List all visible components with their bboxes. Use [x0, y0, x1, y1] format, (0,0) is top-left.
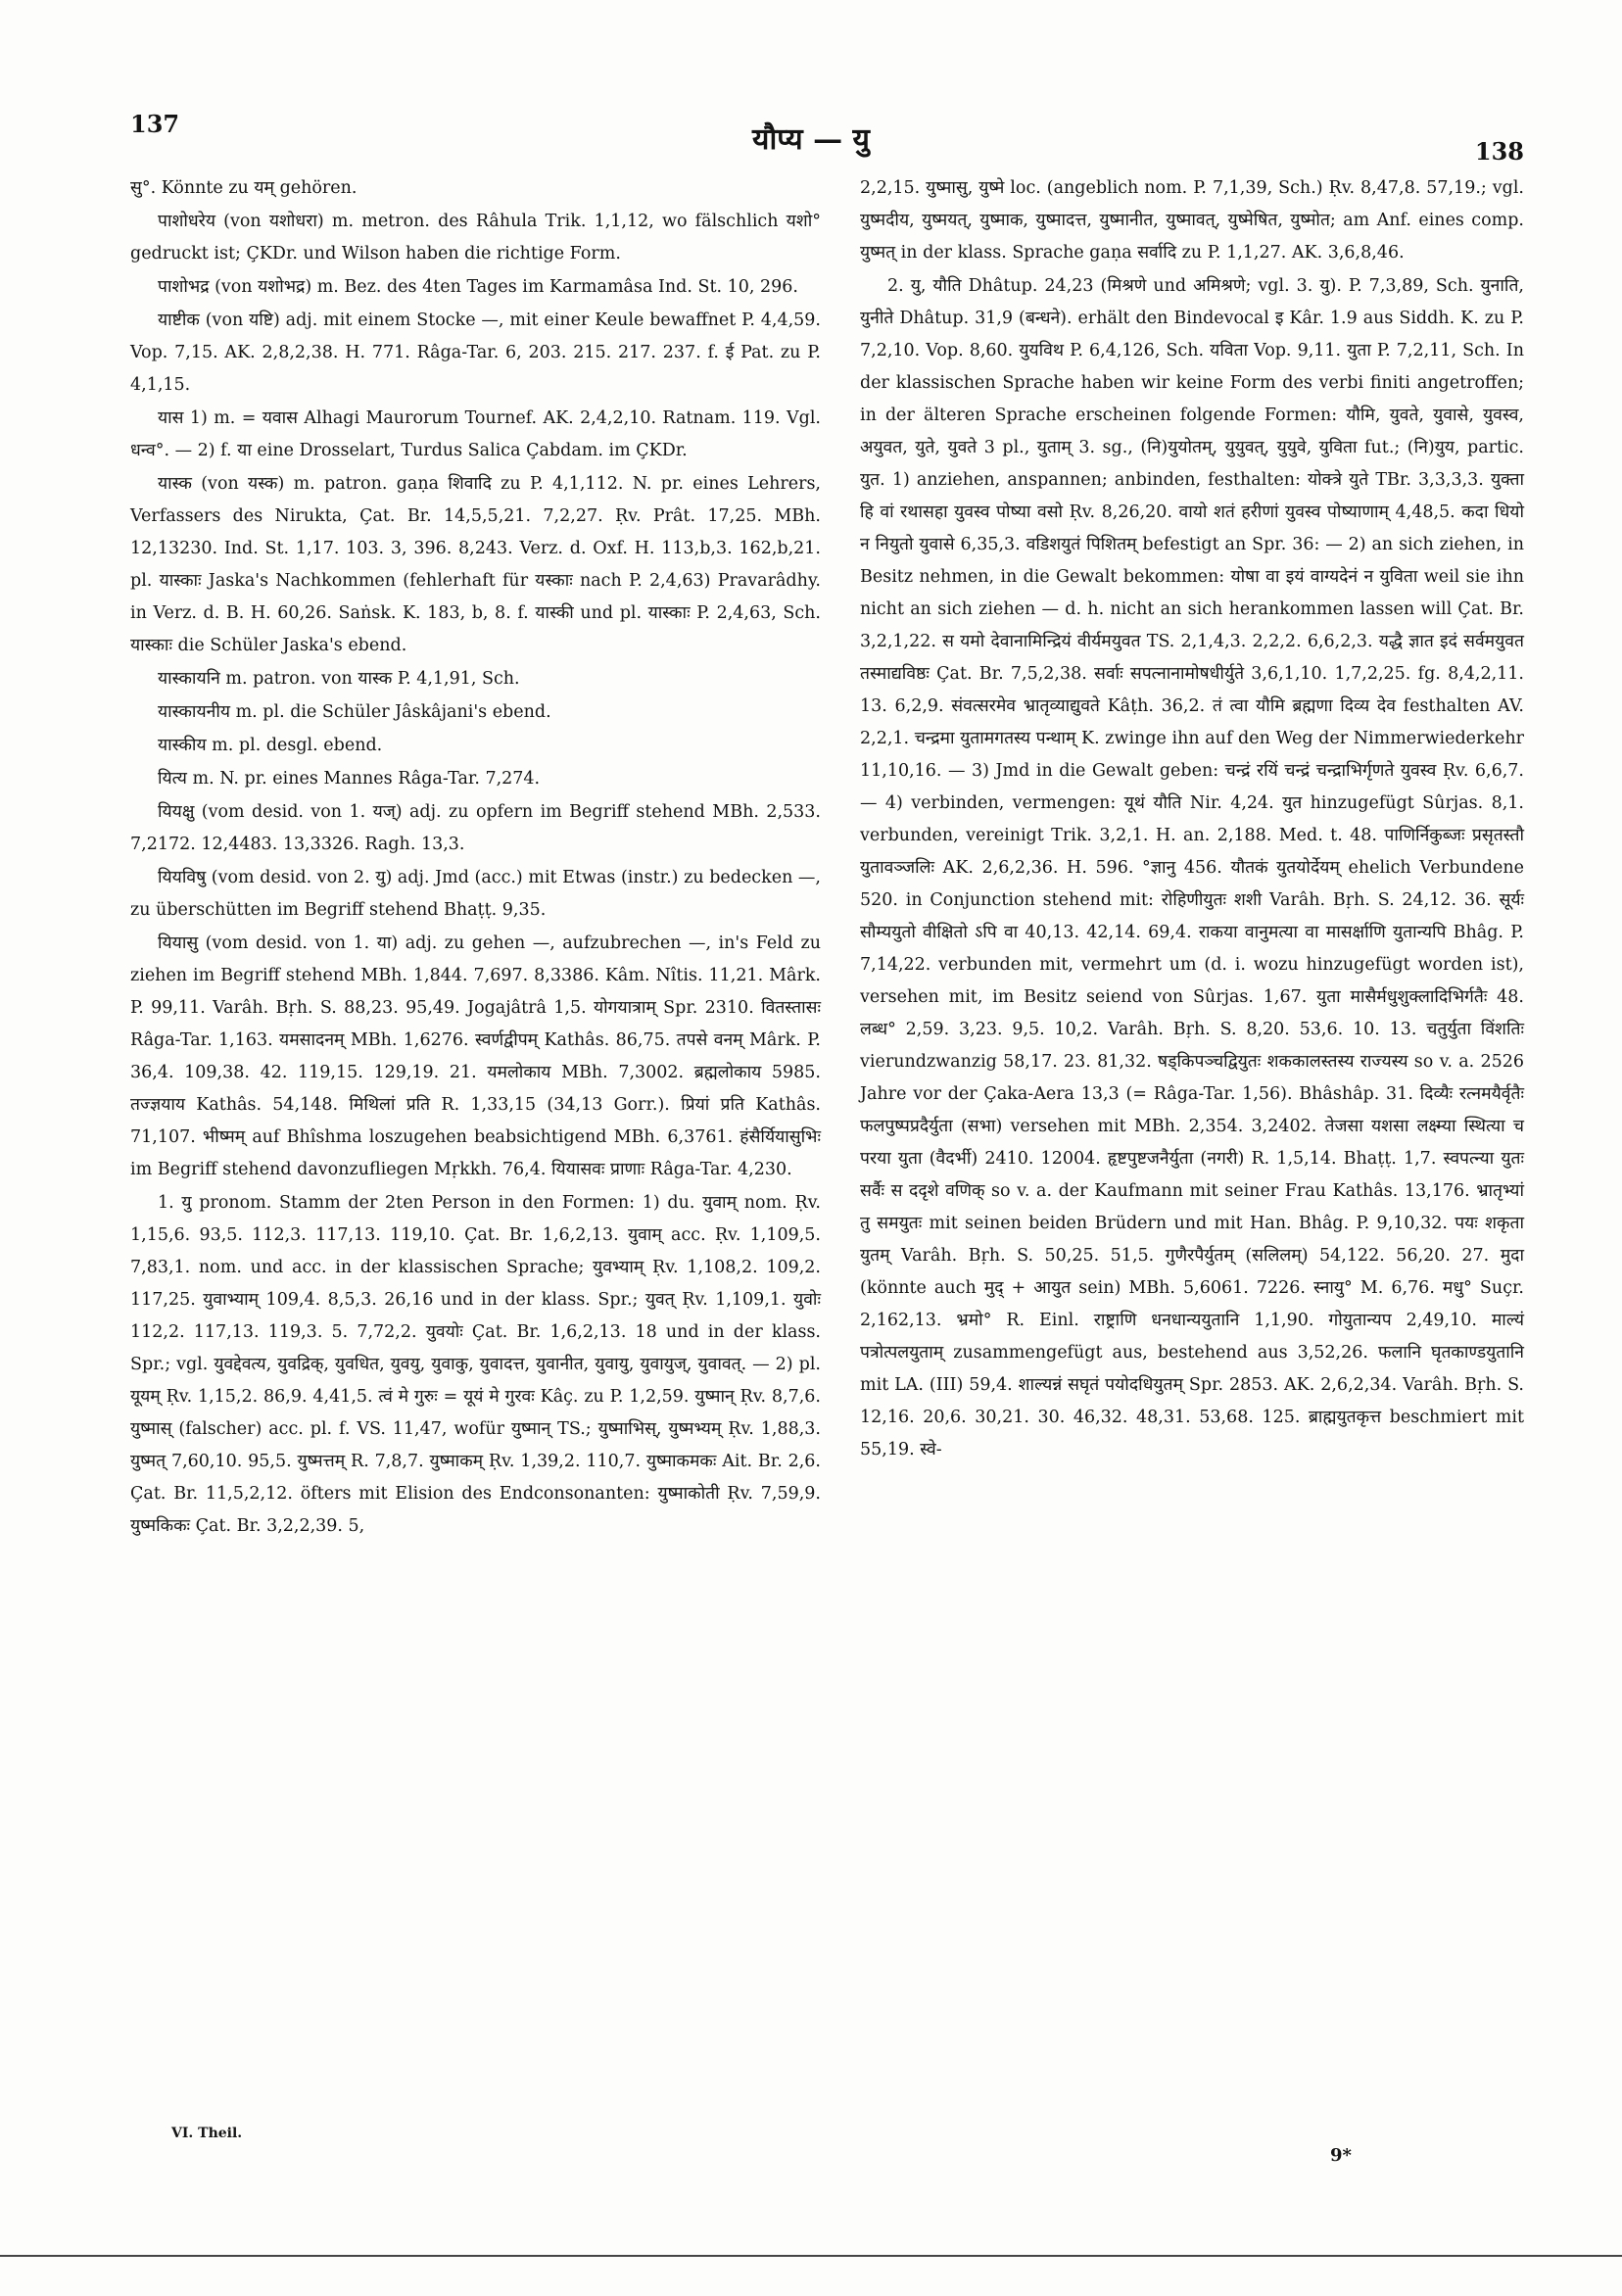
page-number-left: 137 [130, 110, 180, 138]
running-head: यौप्य — यु [752, 122, 870, 157]
entry-paragraph: यास्कीय m. pl. desgl. ebend. [158, 736, 383, 755]
entry-paragraph: 2. यु, यौति Dhâtup. 24,23 (मिश्रणे und अमिश्रणे; vgl. 3. यु). P. 7,3,89, Sch. युनाति, युनीते Dhâtup. 31,9 (बन्धने). erhält den Bindevocal इ Kâr. 1.9 aus Siddh. K. zu P. 7,2,10. Vop. 8,60. युयविथ P. 6,4,126, Sch. यविता Vop. 9,11. युता P. 7,2,11, Sch. In der klassischen Sprache haben wir keine Form des verbi finiti angetroffen; in der älteren Sprache erscheinen folgende Formen: यौमि, युवते, युवासे, युवस्व, अयुवत, युते, युवते 3 pl., युताम् 3. sg., (नि)युयोतम्, युयुवत्, युयुवे, युविता fut.; (नि)युय, partic. युत. 1) anziehen, anspannen; anbinden, festhalten: योक्त्रे युते TBr. 3,3,3,3. युक्ता हि वां रथासहा युवस्व पोष्या वसो Ṛv. 8,26,20. वायो शतं हरीणां युवस्व पोष्याणाम् 4,48,5. कदा धियो न नियुतो युवासे 6,35,3. वडिशयुतं पिशितम् befestigt an Spr. 36: — 2) an sich ziehen, in Besitz nehmen, in die Gewalt bekommen: योषा वा इयं वाग्यदेनं न युविता weil sie ihn nicht an sich ziehen — d. h. nicht an sich herankommen lassen will Çat. Br. 3,2,1,22. स यमो देवानामिन्द्रियं वीर्यमयुवत TS. 2,1,4,3. 2,2,2. 6,6,2,3. यद्धै ज्ञात इदं सर्वमयुवत तस्माद्यविष्ठः Çat. Br. 7,5,2,38. सर्वाः सपत्नानामोषधीर्युते 3,6,1,10. 1,7,2,25. fg. 8,4,2,11. 13. 6,2,9. संवत्सरमेव भ्रातृव्याद्युवते Kâṭh. 36,2. तं त्वा यौमि ब्रह्मणा दिव्य देव festhalten AV. 2,2,1. चन्द्रमा युतामगतस्य पन्थाम् K. zwinge ihn auf den Weg der Nimmerwiederkehr 11,10,16. — 3) Jmd in die Gewalt geben: चन्द्रं रयिं चन्द्रं चन्द्राभिर्गृणते युवस्व Ṛv. 6,6,7. — 4) verbinden, vermengen: यूथं यौति Nir. 4,24. युत hinzugefügt Sûrjas. 8,1. verbunden, vereinigt Trik. 3,2,1. H. an. 2,188. Med. t. 48. पाणिर्निकुब्जः प्रसृतस्तौ युतावञ्जलिः AK. 2,6,2,36. H. 596. °ज्ञानु 456. यौतकं युतयोर्देयम् ehelich Verbundene 520. in Conjunction stehend mit: रोहिणीयुतः शशी Varâh. Bṛh. S. 24,12. 36. सूर्यः सौम्ययुतो वीक्षितो ऽपि वा 40,13. 42,14. 69,4. राकया वानुमत्या वा मासर्क्षाणि युतान्यपि Bhâg. P. 7,14,22. verbunden mit, vermehrt um (d. i. wozu hinzugefügt worden ist), versehen mit, im Besitz seiend von Sûrjas. 1,67. युता मासैर्मधुशुक्लादिभिर्गतैः 48. लब्ध° 2,59. 3,23. 9,5. 10,2. Varâh. Bṛh. S. 8,20. 53,6. 10. 13. चतुर्युता विंशतिः vierundzwanzig 58,17. 23. 81,32. षड्किपञ्चद्वियुतः शककालस्तस्य राज्यस्य so v. a. 2526 Jahre vor der Çaka-Aera 13,3 (= Râga-Tar. 1,56). Bhâshâp. 31. दिव्यैः रत्नमयैर्वृतैः फलपुष्पप्रदैर्युता (सभा) versehen mit MBh. 2,354. 3,2402. तेजसा यशसा लक्ष्म्या स्थित्या च परया युता (वैदर्भी) 2410. 12004. हृष्टपुष्टजनैर्युता (नगरी) R. 1,5,14. Bhaṭṭ. 1,7. स्वपत्न्या युतः सर्वैः स ददृशे वणिक् so v. a. der Kaufmann mit seiner Frau Kathâs. 13,176. भ्रातृभ्यां तु समयुतः mit seinen beiden Brüdern und mit Han. Bhâg. P. 9,10,32. पयः शकृता युतम् Varâh. Bṛh. S. 50,25. 51,5. गुणैरपैर्युतम् (सलिलम्) 54,122. 56,20. 27. मुदा (könnte auch मुद् + आयुत sein) MBh. 5,6061. 7226. स्नायु° M. 6,76. मधु° Suçr. 2,162,13. भ्रमो° R. Einl. राष्ट्राणि धनधान्ययुतानि 1,1,90. गोयुतान्यप 2,49,10. माल्यं पत्रोत्पलयुताम् zusammengefügt aus, bestehend aus 3,52,26. फलानि घृतकाण्डयुतानि mit LA. (III) 59,4. शाल्यन्नं सघृतं पयोदधियुतम् Spr. 2853. AK. 2,6,2,34. Varâh. Bṛh. S. 12,16. 20,6. 30,21. 30. 46,32. 48,31. 53,68. 125. ब्राह्मयुतकृत्त beschmiert mit 55,19. स्वे- [860, 276, 1524, 1459]
page-number-right: 138 [1474, 137, 1524, 166]
entry-paragraph: यास 1) m. = यवास Alhagi Maurorum Tournef. AK. 2,4,2,10. Ratnam. 119. Vgl. धन्व°. — 2) f. या eine Drosselart, Turdus Salica Çabdam. im ÇKDr. [130, 408, 821, 460]
signature-right: 9* [1330, 2145, 1352, 2166]
entry-paragraph: पाशोभद्र (von यशोभद्र) m. Bez. des 4ten Tages im Karmamâsa Ind. St. 10, 296. [158, 277, 798, 297]
entry-paragraph: सु°. Könnte zu यम् gehören. [130, 178, 358, 198]
entry-paragraph: याष्टीक (von यष्टि) adj. mit einem Stocke —, mit einer Keule bewaffnet P. 4,4,59. Vop. 7,15. AK. 2,8,2,38. H. 771. Râga-Tar. 6, 203. 215. 217. 237. f. ई Pat. zu P. 4,1,15. [130, 311, 821, 395]
entry-paragraph: पाशोधरेय (von यशोधरा) m. metron. des Râhula Trik. 1,1,12, wo fälschlich यशो° gedruckt ist; ÇKDr. und Wilson haben die richtige Form. [130, 212, 821, 263]
entry-paragraph: 2,2,15. युष्मासु, युष्मे loc. (angeblich nom. P. 7,1,39, Sch.) Ṛv. 8,47,8. 57,19.; vgl. युष्मदीय, युष्मयत्, युष्माक, युष्मादत्त, युष्मानीत, युष्मावत्, युष्मेषित, युष्मोत; am Anf. eines comp. युष्मत् in der klass. Sprache gaṇa सर्वादि zu P. 1,1,27. AK. 3,6,8,46. [860, 178, 1524, 263]
entry-paragraph: यास्क (von यस्क) m. patron. gaṇa शिवादि zu P. 4,1,112. N. pr. eines Lehrers, Verfassers des Nirukta, Çat. Br. 14,5,5,21. 7,2,27. Ṛv. Prât. 17,25. MBh. 12,13230. Ind. St. 1,17. 103. 3, 396. 8,243. Verz. d. Oxf. H. 113,b,3. 162,b,21. pl. यास्काः Jaska's Nachkommen (fehlerhaft für यस्काः nach P. 2,4,63) Pravarâdhy. in Verz. d. B. H. 60,26. Saṅsk. K. 183, b, 8. f. यास्की und pl. यास्काः P. 2,4,63, Sch. यास्काः die Schüler Jaska's ebend. [130, 474, 821, 655]
entry-paragraph: यास्कायनि m. patron. von यास्क P. 4,1,91, Sch. [158, 669, 520, 689]
signature-left: VI. Theil. [171, 2126, 243, 2141]
entry-paragraph: यास्कायनीय m. pl. die Schüler Jâskâjani's ebend. [158, 702, 551, 722]
entry-paragraph: यियासु (vom desid. von 1. या) adj. zu gehen —, aufzubrechen —, in's Feld zu ziehen im Begriff stehend MBh. 1,844. 7,697. 8,3386. Kâm. Nîtis. 11,21. Mârk. P. 99,11. Varâh. Bṛh. S. 88,23. 95,49. Jogajâtrâ 1,5. योगयात्राम् Spr. 2310. वितस्तासः Râga-Tar. 1,163. यमसादनम् MBh. 1,6276. स्वर्णद्वीपम् Kathâs. 86,75. तपसे वनम् Mârk. P. 36,4. 109,38. 42. 119,15. 129,19. 21. यमलोकाय MBh. 7,3002. ब्रह्मलोकाय 5985. तज्ज्ञयाय Kathâs. 54,148. मिथिलां प्रति R. 1,33,15 (34,13 Gorr.). प्रियां प्रति Kathâs. 71,107. भीष्मम् auf Bhîshma loszugehen beabsichtigend MBh. 6,3761. हंसैर्यियासुभिः im Begriff stehend davonzufliegen Mṛkkh. 76,4. यियासवः प्राणाः Râga-Tar. 4,230. [130, 933, 821, 1179]
right-column [860, 172, 1524, 1467]
entry-paragraph: यियक्षु (vom desid. von 1. यज्) adj. zu opfern im Begriff stehend MBh. 2,533. 7,2172. 12,4483. 13,3326. Ragh. 13,3. [130, 802, 821, 854]
entry-paragraph: यित्य m. N. pr. eines Mannes Râga-Tar. 7,274. [158, 769, 541, 789]
entry-paragraph: 1. यु pronom. Stamm der 2ten Person in den Formen: 1) du. युवाम् nom. Ṛv. 1,15,6. 93,5. 112,3. 117,13. 119,10. Çat. Br. 1,6,2,13. युवाम् acc. Ṛv. 1,109,5. 7,83,1. nom. und acc. in der klassischen Sprache; युवभ्याम् Ṛv. 1,108,2. 109,2. 117,25. युवाभ्याम् 109,4. 8,5,3. 26,16 und in der klass. Spr.; युवत् Ṛv. 1,109,1. युवोः 112,2. 117,13. 119,3. 5. 7,72,2. युवयोः Çat. Br. 1,6,2,13. 18 und in der klass. Spr.; vgl. युवद्देवत्य, युवद्रिक्, युवधित, युवयु, युवाकु, युवादत्त, युवानीत, युवायु, युवायुज्, युवावत्. — 2) pl. यूयम् Ṛv. 1,15,2. 86,9. 4,41,5. त्वं मे गुरुः = यूयं मे गुरवः Kâç. zu P. 1,2,59. युष्मान् Ṛv. 8,7,6. युष्मास् (falscher) acc. pl. f. VS. 11,47, wofür युष्मान् TS.; युष्माभिस्, युष्मभ्यम् Ṛv. 1,88,3. युष्मत् 7,60,10. 95,5. युष्मत्तम् R. 7,8,7. युष्माकम् Ṛv. 1,39,2. 110,7. युष्माकमकः Ait. Br. 2,6. Çat. Br. 11,5,2,12. öfters mit Elision des Endconsonanten: युष्माकोती Ṛv. 7,59,9. युष्मकिकः Çat. Br. 3,2,2,39. 5, [130, 1193, 821, 1536]
left-column [130, 172, 821, 1544]
entry-paragraph: यियविषु (vom desid. von 2. यु) adj. Jmd (acc.) mit Etwas (instr.) zu bedecken —, zu überschütten im Begriff stehend Bhaṭṭ. 9,35. [130, 868, 821, 920]
bottom-rule [0, 2255, 1622, 2257]
